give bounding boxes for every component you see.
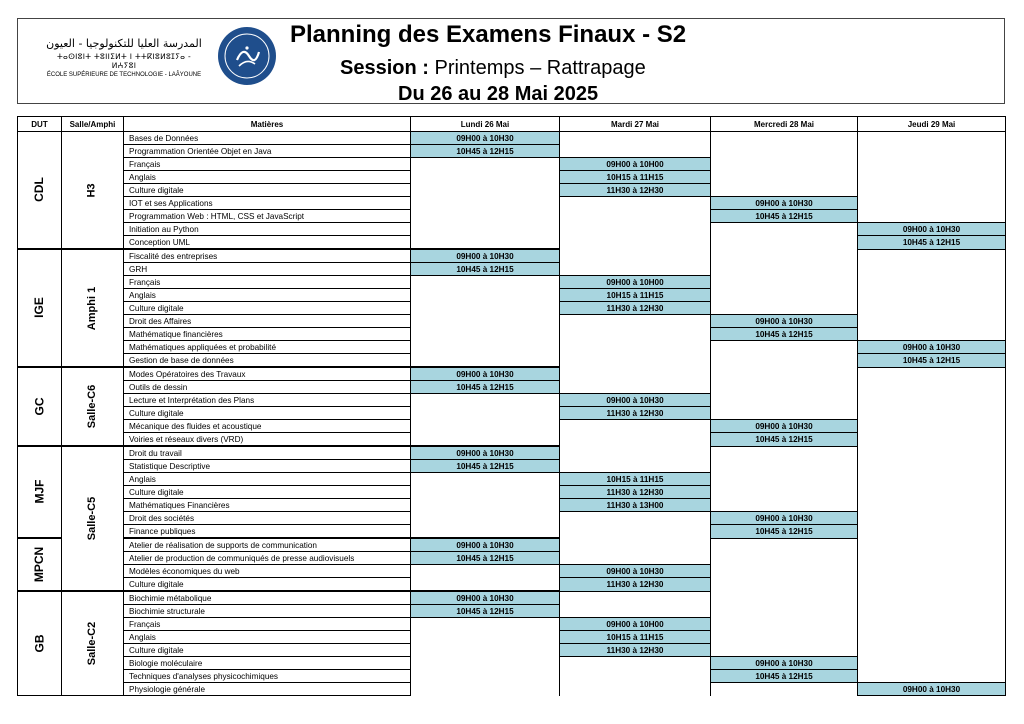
empty-slot: [711, 302, 858, 315]
salle-cell: [62, 591, 124, 696]
salle-cell: [62, 132, 124, 250]
dut-cell: [18, 367, 62, 446]
table-row: [18, 578, 1006, 592]
col-header: Mercredi 28 Mai: [711, 117, 858, 132]
empty-slot: [858, 525, 1006, 539]
exam-slot: 10H45 à 12H15: [858, 236, 1006, 250]
logo-french: ÉCOLE SUPÉRIEURE DE TECHNOLOGIE - LAÂYOUNE: [46, 72, 202, 78]
empty-slot: [560, 367, 711, 381]
empty-slot: [560, 605, 711, 618]
empty-slot: [711, 618, 858, 631]
exam-slot: 09H00 à 10H30: [711, 315, 858, 328]
empty-slot: [711, 683, 858, 696]
exam-slot: 09H00 à 10H30: [411, 367, 560, 381]
university-seal-icon: [217, 26, 277, 86]
subject-cell: Bases de Données: [124, 132, 411, 145]
exam-slot: 10H45 à 12H15: [411, 552, 560, 565]
dut-label: MJF: [32, 479, 46, 504]
table-row: [18, 132, 1006, 145]
empty-slot: [858, 145, 1006, 158]
table-row: [18, 394, 1006, 407]
table-header-row: [18, 117, 1006, 132]
empty-slot: [711, 605, 858, 618]
empty-slot: [711, 171, 858, 184]
dut-label: GC: [32, 397, 46, 415]
empty-slot: [858, 184, 1006, 197]
exam-slot: 11H30 à 12H30: [560, 407, 711, 420]
exam-slot: 09H00 à 10H30: [711, 512, 858, 525]
salle-label: Salle-C2: [85, 621, 98, 666]
empty-slot: [411, 525, 560, 539]
empty-slot: [411, 354, 560, 368]
empty-slot: [711, 552, 858, 565]
subject-cell: Culture digitale: [124, 644, 411, 657]
dut-label: CDL: [31, 177, 46, 202]
empty-slot: [858, 644, 1006, 657]
logo-amazigh: ⵜⴰⵙⵏⵓⵏⵜ ⵜⵓⵏⵏⵉⵍⵜ ⵏ ⵜⵜⴽⵏⵓⵍⵓⵊⵢⴰ - ⵍⵄⵢⵓⵏ: [57, 52, 191, 70]
empty-slot: [560, 538, 711, 552]
empty-slot: [858, 249, 1006, 263]
empty-slot: [711, 236, 858, 250]
empty-slot: [711, 132, 858, 145]
empty-slot: [858, 578, 1006, 592]
dut-label: GB: [32, 634, 46, 652]
subject-cell: Anglais: [124, 171, 411, 184]
empty-slot: [858, 605, 1006, 618]
empty-slot: [411, 670, 560, 683]
table-row: [18, 184, 1006, 197]
exam-slot: 09H00 à 10H30: [411, 446, 560, 460]
exam-slot: 09H00 à 10H30: [411, 591, 560, 605]
exam-slot: 09H00 à 10H00: [560, 276, 711, 289]
subject-cell: Biochimie métabolique: [124, 591, 411, 605]
empty-slot: [411, 512, 560, 525]
exam-slot: 09H00 à 10H30: [560, 565, 711, 578]
subject-cell: Statistique Descriptive: [124, 460, 411, 473]
subject-cell: Conception UML: [124, 236, 411, 250]
empty-slot: [858, 473, 1006, 486]
table-row: [18, 276, 1006, 289]
empty-slot: [711, 486, 858, 499]
empty-slot: [711, 249, 858, 263]
exam-slot: 09H00 à 10H30: [858, 223, 1006, 236]
table-row: [18, 381, 1006, 394]
exam-slot: 10H45 à 12H15: [711, 525, 858, 539]
exam-slot: 11H30 à 12H30: [560, 644, 711, 657]
empty-slot: [858, 276, 1006, 289]
empty-slot: [858, 538, 1006, 552]
empty-slot: [711, 407, 858, 420]
empty-slot: [858, 512, 1006, 525]
salle-cell: [62, 446, 124, 591]
exam-schedule-table: [17, 116, 1006, 696]
empty-slot: [411, 302, 560, 315]
empty-slot: [411, 499, 560, 512]
empty-slot: [560, 145, 711, 158]
subject-cell: Programmation Orientée Objet en Java: [124, 145, 411, 158]
table-row: [18, 315, 1006, 328]
subject-cell: Mathématiques Financières: [124, 499, 411, 512]
school-logo-text: [44, 37, 204, 78]
empty-slot: [560, 670, 711, 683]
empty-slot: [711, 473, 858, 486]
subject-cell: Biologie moléculaire: [124, 657, 411, 670]
session-value: Printemps – Rattrapage: [434, 57, 646, 79]
empty-slot: [411, 407, 560, 420]
table-row: [18, 657, 1006, 670]
table-row: [18, 552, 1006, 565]
exam-slot: 09H00 à 10H30: [560, 394, 711, 407]
table-row: [18, 460, 1006, 473]
exam-slot: 10H45 à 12H15: [411, 460, 560, 473]
exam-slot: 10H15 à 11H15: [560, 289, 711, 302]
table-row: [18, 367, 1006, 381]
empty-slot: [858, 171, 1006, 184]
empty-slot: [560, 446, 711, 460]
empty-slot: [711, 354, 858, 368]
dut-cell: [18, 249, 62, 367]
subject-cell: Lecture et Interprétation des Plans: [124, 394, 411, 407]
exam-slot: 10H45 à 12H15: [711, 210, 858, 223]
dut-cell: [18, 538, 62, 591]
empty-slot: [411, 223, 560, 236]
empty-slot: [411, 683, 560, 696]
table-row: [18, 289, 1006, 302]
empty-slot: [560, 433, 711, 447]
empty-slot: [858, 158, 1006, 171]
salle-label: Salle-C6: [85, 384, 98, 429]
dut-label: IGE: [31, 297, 46, 318]
exam-slot: 10H45 à 12H15: [411, 381, 560, 394]
table-row: [18, 407, 1006, 420]
subject-cell: Culture digitale: [124, 184, 411, 197]
empty-slot: [858, 618, 1006, 631]
salle-cell: [62, 249, 124, 367]
empty-slot: [711, 538, 858, 552]
table-row: [18, 197, 1006, 210]
subject-cell: Physiologie générale: [124, 683, 411, 696]
empty-slot: [711, 367, 858, 381]
empty-slot: [858, 315, 1006, 328]
exam-slot: 10H45 à 12H15: [711, 433, 858, 447]
table-row: [18, 341, 1006, 354]
subject-cell: Droit des Affaires: [124, 315, 411, 328]
subject-cell: Mécanique des fluides et acoustique: [124, 420, 411, 433]
table-row: [18, 249, 1006, 263]
empty-slot: [858, 499, 1006, 512]
empty-slot: [560, 315, 711, 328]
salle-cell: [62, 367, 124, 446]
table-row: [18, 512, 1006, 525]
empty-slot: [560, 249, 711, 263]
table-row: [18, 525, 1006, 539]
subject-cell: IOT et ses Applications: [124, 197, 411, 210]
table-row: [18, 618, 1006, 631]
exam-slot: 09H00 à 10H30: [858, 683, 1006, 696]
empty-slot: [711, 446, 858, 460]
empty-slot: [858, 407, 1006, 420]
table-row: [18, 605, 1006, 618]
subject-cell: Finance publiques: [124, 525, 411, 539]
table-row: [18, 171, 1006, 184]
empty-slot: [560, 381, 711, 394]
empty-slot: [858, 552, 1006, 565]
subject-cell: Biochimie structurale: [124, 605, 411, 618]
empty-slot: [411, 184, 560, 197]
empty-slot: [560, 552, 711, 565]
empty-slot: [711, 263, 858, 276]
empty-slot: [560, 341, 711, 354]
empty-slot: [858, 263, 1006, 276]
subject-cell: Gestion de base de données: [124, 354, 411, 368]
empty-slot: [858, 132, 1006, 145]
table-row: [18, 328, 1006, 341]
table-row: [18, 433, 1006, 447]
exam-slot: 10H45 à 12H15: [711, 328, 858, 341]
exam-slot: 10H45 à 12H15: [711, 670, 858, 683]
subject-cell: Anglais: [124, 473, 411, 486]
exam-slot: 09H00 à 10H30: [411, 538, 560, 552]
empty-slot: [711, 460, 858, 473]
exam-slot: 09H00 à 10H30: [711, 420, 858, 433]
subject-cell: Culture digitale: [124, 407, 411, 420]
empty-slot: [411, 394, 560, 407]
subject-cell: Culture digitale: [124, 578, 411, 592]
table-row: [18, 644, 1006, 657]
subject-cell: Modes Opératoires des Travaux: [124, 367, 411, 381]
empty-slot: [711, 499, 858, 512]
empty-slot: [711, 578, 858, 592]
table-row: [18, 420, 1006, 433]
empty-slot: [560, 223, 711, 236]
exam-slot: 10H45 à 12H15: [411, 605, 560, 618]
subject-cell: Droit des sociétés: [124, 512, 411, 525]
empty-slot: [858, 367, 1006, 381]
empty-slot: [711, 184, 858, 197]
col-header: Matières: [124, 117, 411, 132]
col-header: Lundi 26 Mai: [411, 117, 560, 132]
table-row: [18, 486, 1006, 499]
subject-cell: Français: [124, 618, 411, 631]
table-row: [18, 499, 1006, 512]
table-row: [18, 263, 1006, 276]
subject-cell: Initiation au Python: [124, 223, 411, 236]
session-label: Session :: [340, 57, 429, 79]
exam-slot: 10H15 à 11H15: [560, 631, 711, 644]
dut-cell: [18, 591, 62, 696]
table-row: [18, 210, 1006, 223]
col-header: Mardi 27 Mai: [560, 117, 711, 132]
empty-slot: [411, 315, 560, 328]
empty-slot: [560, 657, 711, 670]
empty-slot: [858, 289, 1006, 302]
subject-cell: Anglais: [124, 631, 411, 644]
table-row: [18, 223, 1006, 236]
empty-slot: [411, 289, 560, 302]
empty-slot: [560, 263, 711, 276]
dut-cell: [18, 446, 62, 538]
empty-slot: [411, 473, 560, 486]
subject-cell: Droit du travail: [124, 446, 411, 460]
empty-slot: [560, 683, 711, 696]
empty-slot: [560, 420, 711, 433]
empty-slot: [858, 302, 1006, 315]
empty-slot: [858, 210, 1006, 223]
empty-slot: [711, 341, 858, 354]
empty-slot: [560, 210, 711, 223]
empty-slot: [560, 354, 711, 368]
empty-slot: [411, 236, 560, 250]
exam-slot: 09H00 à 10H30: [711, 197, 858, 210]
subject-cell: Programmation Web : HTML, CSS et JavaScript: [124, 210, 411, 223]
empty-slot: [858, 394, 1006, 407]
empty-slot: [711, 565, 858, 578]
empty-slot: [711, 591, 858, 605]
exam-slot: 10H15 à 11H15: [560, 473, 711, 486]
empty-slot: [711, 394, 858, 407]
exam-slot: 10H45 à 12H15: [411, 263, 560, 276]
empty-slot: [411, 420, 560, 433]
empty-slot: [560, 197, 711, 210]
logo-arabic: المدرسة العليا للتكنولوجيا - العيون: [46, 37, 202, 50]
empty-slot: [560, 525, 711, 539]
table-row: [18, 538, 1006, 552]
empty-slot: [858, 328, 1006, 341]
empty-slot: [711, 644, 858, 657]
empty-slot: [858, 591, 1006, 605]
exam-slot: 10H45 à 12H15: [411, 145, 560, 158]
empty-slot: [560, 328, 711, 341]
table-row: [18, 236, 1006, 250]
table-row: [18, 302, 1006, 315]
empty-slot: [560, 591, 711, 605]
empty-slot: [711, 158, 858, 171]
empty-slot: [858, 486, 1006, 499]
empty-slot: [858, 565, 1006, 578]
exam-slot: 09H00 à 10H30: [411, 249, 560, 263]
empty-slot: [411, 433, 560, 447]
exam-slot: 09H00 à 10H30: [858, 341, 1006, 354]
empty-slot: [411, 158, 560, 171]
page-title: Planning des Examens Finaux - S2: [290, 21, 687, 48]
empty-slot: [560, 236, 711, 250]
table-row: [18, 473, 1006, 486]
col-header: DUT: [18, 117, 62, 132]
subject-cell: Outils de dessin: [124, 381, 411, 394]
table-row: [18, 591, 1006, 605]
subject-cell: Atelier de production de communiqués de presse audiovisuels: [124, 552, 411, 565]
empty-slot: [411, 197, 560, 210]
empty-slot: [711, 276, 858, 289]
empty-slot: [411, 565, 560, 578]
empty-slot: [711, 145, 858, 158]
table-row: [18, 158, 1006, 171]
col-header: Salle/Amphi: [62, 117, 124, 132]
empty-slot: [411, 631, 560, 644]
salle-label: Salle-C5: [85, 496, 98, 541]
empty-slot: [858, 197, 1006, 210]
subject-cell: Modèles économiques du web: [124, 565, 411, 578]
subject-cell: Atelier de réalisation de supports de communication: [124, 538, 411, 552]
subject-cell: Mathématiques appliquées et probabilité: [124, 341, 411, 354]
subject-cell: GRH: [124, 263, 411, 276]
exam-slot: 09H00 à 10H30: [411, 132, 560, 145]
empty-slot: [858, 446, 1006, 460]
exam-slot: 11H30 à 12H30: [560, 184, 711, 197]
empty-slot: [411, 328, 560, 341]
table-row: [18, 354, 1006, 368]
empty-slot: [411, 644, 560, 657]
empty-slot: [858, 657, 1006, 670]
empty-slot: [711, 631, 858, 644]
subject-cell: Mathématique financières: [124, 328, 411, 341]
empty-slot: [858, 433, 1006, 447]
table-row: [18, 631, 1006, 644]
empty-slot: [711, 223, 858, 236]
empty-slot: [858, 631, 1006, 644]
dut-cell: [18, 132, 62, 250]
session-line: [340, 57, 646, 80]
exam-slot: 09H00 à 10H00: [560, 158, 711, 171]
dut-label: MPCN: [32, 546, 46, 582]
subject-cell: Culture digitale: [124, 486, 411, 499]
subject-cell: Fiscalité des entreprises: [124, 249, 411, 263]
subject-cell: Voiries et réseaux divers (VRD): [124, 433, 411, 447]
exam-slot: 11H30 à 12H30: [560, 578, 711, 592]
subject-cell: Français: [124, 158, 411, 171]
exam-slot: 11H30 à 12H30: [560, 302, 711, 315]
empty-slot: [560, 132, 711, 145]
col-header: Jeudi 29 Mai: [858, 117, 1006, 132]
subject-cell: Anglais: [124, 289, 411, 302]
exam-slot: 10H45 à 12H15: [858, 354, 1006, 368]
subject-cell: Techniques d'analyses physicochimiques: [124, 670, 411, 683]
exam-slot: 09H00 à 10H30: [711, 657, 858, 670]
empty-slot: [858, 670, 1006, 683]
empty-slot: [560, 460, 711, 473]
empty-slot: [411, 618, 560, 631]
subject-cell: Français: [124, 276, 411, 289]
empty-slot: [411, 210, 560, 223]
exam-dates: Du 26 au 28 Mai 2025: [398, 83, 599, 105]
salle-label: H3: [86, 182, 98, 198]
empty-slot: [411, 171, 560, 184]
empty-slot: [858, 420, 1006, 433]
empty-slot: [411, 578, 560, 592]
empty-slot: [711, 289, 858, 302]
table-row: [18, 565, 1006, 578]
table-row: [18, 670, 1006, 683]
empty-slot: [411, 276, 560, 289]
empty-slot: [711, 381, 858, 394]
empty-slot: [411, 657, 560, 670]
exam-slot: 10H15 à 11H15: [560, 171, 711, 184]
empty-slot: [411, 486, 560, 499]
empty-slot: [560, 512, 711, 525]
table-row: [18, 446, 1006, 460]
subject-cell: Culture digitale: [124, 302, 411, 315]
table-row: [18, 683, 1006, 696]
salle-label: Amphi 1: [86, 286, 98, 330]
empty-slot: [858, 381, 1006, 394]
exam-slot: 11H30 à 12H30: [560, 486, 711, 499]
exam-slot: 09H00 à 10H00: [560, 618, 711, 631]
exam-slot: 11H30 à 13H00: [560, 499, 711, 512]
empty-slot: [858, 460, 1006, 473]
empty-slot: [411, 341, 560, 354]
table-row: [18, 145, 1006, 158]
